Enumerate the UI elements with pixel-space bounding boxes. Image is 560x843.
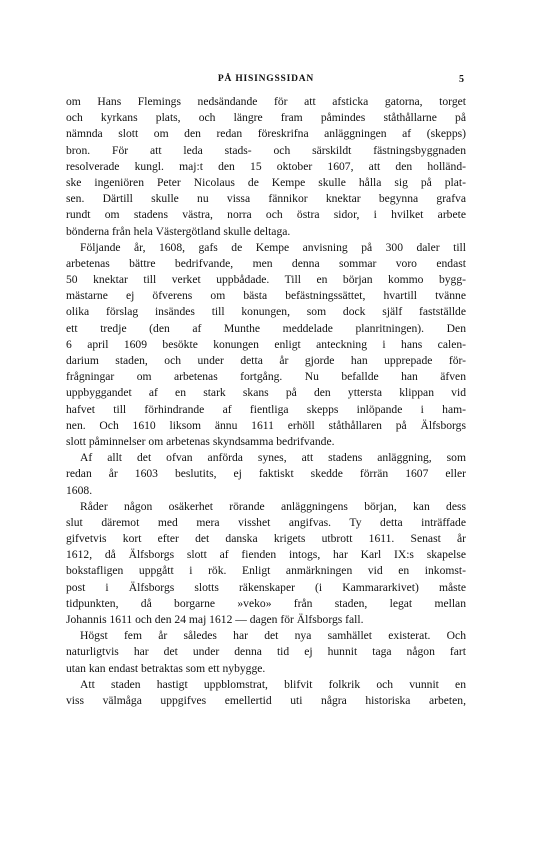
text-line: bokstafligen uppgått i rök. Enligt anmärkningen vid en inkomst- [66,564,466,578]
text-line: nen. Och 1610 liksom ännu 1611 erhöll ståthållaren på Älfsborgs [66,418,466,432]
text-line: viss välmåga uppgifves emellertid uti några historiska arbeten, [66,693,466,707]
text-line: och kyrkans plats, och längre fram påmindes ståthållarne på [66,111,466,125]
text-line: darium staden, och under detta år gjorde han upprepade för- [66,354,466,367]
text-line: Följande år, 1608, gafs de Kempe anvisning på 300 daler till [80,240,466,254]
text-line: bönderna från hela Västergötland skulle deltaga. [66,224,291,238]
text-line: mästarne ej öfverens om bästa befästningssättet, hvartill tvänne [66,289,466,303]
text-line: resolverade kungl. maj:t den 15 oktober 1607, att den holländ- [66,159,466,173]
text-line: redan år 1603 beslutits, ej faktiskt skedde förrän 1607 eller [66,467,466,481]
text-line: hafvet till förhindrande af fientliga skepps inlöpande i ham- [66,402,466,416]
text-line: rundt om stadens västra, norra och östra sidor, i hvilket arbete [66,208,466,222]
text-line: 6 april 1609 besökte konungen enligt anteckning i hans calen- [66,337,466,351]
text-line: tidpunkten, då borgarne »veko» från staden, legat mellan [66,596,466,610]
text-line: nämnda slott om den redan föreskrifna anläggningen af (skepps) [66,127,466,141]
text-line: Högst fem år således har det nya samhället existerat. Och [80,629,466,643]
text-line: 1608. [66,483,93,497]
book-page [66,74,466,709]
text-line: olika förslag insändes till konungen, som dock själf fastställde [66,305,466,319]
text-line: sen. Därtill skulle nu vissa fännikor knektar begynna grafva [66,192,466,206]
text-line: arbetenas bättre bedrifvande, men denna sommar voro endast [66,256,466,270]
text-line: naturligtvis har det under denna tid ej hunnit taga någon fart [66,645,466,659]
text-line: post i Älfsborgs slotts räkenskaper (i Kammararkivet) måste [66,580,466,594]
body-text [66,94,466,709]
page-header [66,74,466,94]
text-line: bron. För att leda stads- och särskildt fästningsbyggnaden [66,143,466,157]
text-line: uppbyggandet af en stark skans på den yttersta klippan vid [66,386,466,400]
text-line: slott påminnelser om arbetenas skyndsamma bedrifvande. [66,434,335,448]
text-line: gifvetvis kort efter det danska krigets utbrott 1611. Senast år [66,532,466,546]
text-line: ett tredje (den af Munthe meddelade planritningen). Den [66,321,466,335]
running-head: PÅ HISINGSSIDAN [217,74,315,84]
text-line: Af allt det ofvan anförda synes, att stadens anläggning, som [80,451,466,465]
text-line: Johannis 1611 och den 24 maj 1612 — dagen för Älfsborgs fall. [66,613,364,626]
text-line: slut däremot med mera visshet angifvas. Ty detta inträffade [66,515,466,529]
text-line: om Hans Flemings nedsändande för att afsticka gatorna, torget [66,95,466,108]
text-line: 1612, då Älfsborgs slott af fienden intogs, har Karl IX:s skapelse [66,548,466,562]
text-line: utan kan endast betraktas som ett nybygge. [66,661,266,675]
text-line: frågningar om arbetenas fortgång. Nu befallde han äfven [66,370,466,384]
text-line: Råder någon osäkerhet rörande anläggningens början, kan dess [80,499,466,513]
page-number: 5 [459,74,464,85]
text-line: 50 knektar till verket uppbådade. Till en början kommo bygg- [66,273,466,287]
text-line: ske ingeniören Peter Nicolaus de Kempe skulle hålla sig på plat- [66,175,466,189]
text-line: Att staden hastigt uppblomstrat, blifvit folkrik och vunnit en [80,677,466,691]
